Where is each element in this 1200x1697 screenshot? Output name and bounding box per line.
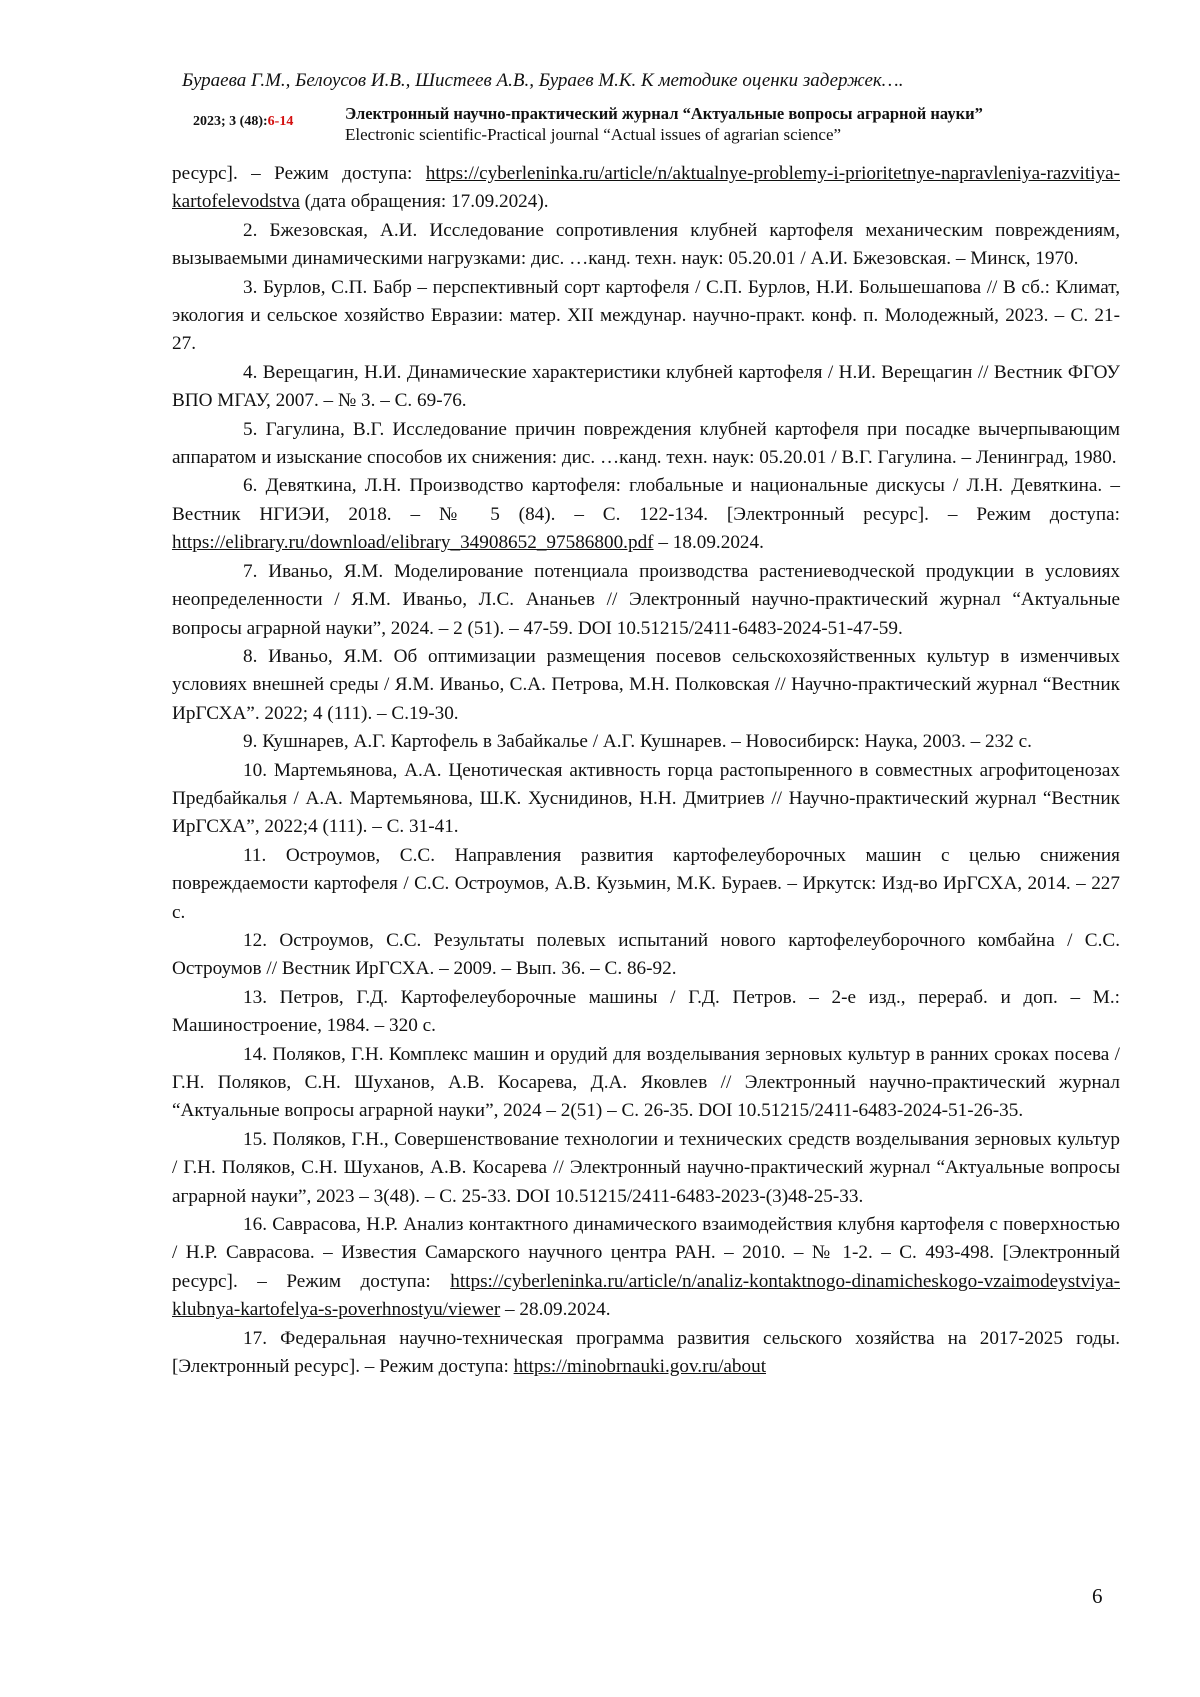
reference-item xyxy=(172,842,1120,927)
reference-item xyxy=(172,1041,1120,1126)
reference-text: 13. Петров, Г.Д. Картофелеуборочные машины / Г.Д. Петров. – 2-е изд., перераб. и доп. – М.: Машиностроение, 1984. – 320 с. xyxy=(172,986,1120,1037)
reference-text: 16. Саврасова, Н.Р. Анализ контактного динамического взаимодействия клубня картофеля с поверхностью / Н.Р. Саврасова. – Известия Самарского научного центра РАН. – 2010. – № 1-2. – С. 493-498. [Электронный ресурс]. – Режим доступа: xyxy=(172,1214,1120,1292)
reference-text: 7. Иваньо, Я.М. Моделирование потенциала производства растениеводческой продукции в условиях неопределенности / Я.М. Иваньо, Л.С. Ананьев // Электронный научно-практический журнал “Актуальные вопросы аграрной науки”, 2024. – 2 (51). – 47-59. DOI 10.51215/2411-6483-2024-51-47-59. xyxy=(172,560,1120,639)
reference-text: 5. Гагулина, В.Г. Исследование причин повреждения клубней картофеля при посадке вычерпывающим аппаратом и изыскание способов их снижения: дис. …канд. техн. наук: 05.20.01 / В.Г. Гагулина. – Ленинград, 1980. xyxy=(172,418,1120,469)
reference-list xyxy=(172,160,1120,1381)
reference-item xyxy=(172,217,1120,274)
reference-item xyxy=(172,643,1120,728)
reference-continuation xyxy=(172,160,1120,217)
reference-text: 4. Верещагин, Н.И. Динамические характеристики клубней картофеля / Н.И. Верещагин // Вестник ФГОУ ВПО МГАУ, 2007. – № 3. – С. 69-76. xyxy=(172,361,1120,412)
reference-text: 12. Остроумов, С.С. Результаты полевых испытаний нового картофелеуборочного комбайна / С.С. Остроумов // Вестник ИрГСХА. – 2009. – Вып. 36. – С. 86-92. xyxy=(172,929,1120,980)
journal-header xyxy=(193,104,1113,150)
journal-title-en: Electronic scientific-Practical journal “Actual issues of agrarian science” xyxy=(345,125,842,144)
reference-item xyxy=(172,1211,1120,1325)
reference-text: ресурс]. – Режим доступа: xyxy=(172,163,426,184)
reference-tail: (дата обращения: 17.09.2024). xyxy=(299,191,549,213)
reference-text: 9. Кушнарев, А.Г. Картофель в Забайкалье / А.Г. Кушнарев. – Новосибирск: Наука, 2003. – 232 с. xyxy=(243,731,1032,753)
reference-item xyxy=(172,984,1120,1041)
reference-text: 14. Поляков, Г.Н. Комплекс машин и орудий для возделывания зерновых культур в ранних сроках посева / Г.Н. Поляков, С.Н. Шуханов, А.В. Косарева, Д.А. Яковлев // Электронный научно-практический журнал “Актуальные вопросы аграрной науки”, 2024 – 2(51) – С. 26-35. DOI 10.51215/2411-6483-2024-51-26-35. xyxy=(172,1043,1120,1122)
running-header-authors: Бураева Г.М., Белоусов И.В., Шистеев А.В., Бураев М.К. К методике оценки задержек…. xyxy=(182,70,904,91)
reference-text: 17. Федеральная научно-техническая программа развития сельского хозяйства на 2017-2025 годы. [Электронный ресурс]. – Режим доступа: xyxy=(172,1327,1120,1378)
reference-item xyxy=(172,927,1120,984)
reference-link[interactable]: https://minobrnauki.gov.ru/about xyxy=(513,1356,767,1378)
reference-text: 11. Остроумов, С.С. Направления развития картофелеуборочных машин с целью снижения повреждаемости картофеля / С.С. Остроумов, А.В. Кузьмин, М.К. Бураев. – Иркутск: Изд-во ИрГСХА, 2014. – 227 с. xyxy=(172,844,1120,923)
reference-item xyxy=(172,416,1120,473)
issue-number: 2023; 3 (48): xyxy=(193,114,268,129)
reference-text: 15. Поляков, Г.Н., Совершенствование технологии и технических средств возделывания зерновых культур / Г.Н. Поляков, С.Н. Шуханов, А.В. Косарева // Электронный научно-практический журнал “Актуальные вопросы аграрной науки”, 2023 – 3(48). – С. 25-33. DOI 10.51215/2411-6483-2023-(3)48-25-33. xyxy=(172,1128,1120,1207)
journal-title-ru: Электронный научно-практический журнал “Актуальные вопросы аграрной науки” xyxy=(345,104,983,123)
references xyxy=(172,217,1120,1382)
reference-tail: – 28.09.2024. xyxy=(500,1299,611,1321)
reference-item xyxy=(172,1126,1120,1211)
reference-link[interactable]: https://elibrary.ru/download/elibrary_34908652_97586800.pdf xyxy=(172,532,654,554)
issue-pages: 6-14 xyxy=(267,114,294,129)
reference-item xyxy=(172,728,1120,756)
reference-link[interactable]: https://cyberleninka.ru/article/n/analiz-kontaktnogo-dinamicheskogo-vzaimodeystviya-klubnya-kartofelya-s-poverhnostyu/viewer xyxy=(172,1270,1120,1321)
reference-item xyxy=(172,472,1120,557)
reference-text: 8. Иваньо, Я.М. Об оптимизации размещения посевов сельскохозяйственных культур в изменчивых условиях внешней среды / Я.М. Иваньо, С.А. Петрова, М.Н. Полковская // Научно-практический журнал “Вестник ИрГСХА”. 2022; 4 (111). – С.19-30. xyxy=(172,645,1120,724)
reference-text: 6. Девяткина, Л.Н. Производство картофеля: глобальные и национальные дискусы / Л.Н. Девяткина. – Вестник НГИЭИ, 2018. – № 5 (84). – С. 122-134. [Электронный ресурс]. – Режим доступа: xyxy=(172,475,1120,525)
page-number: 6 xyxy=(1092,1584,1103,1608)
reference-text: 3. Бурлов, С.П. Бабр – перспективный сорт картофеля / С.П. Бурлов, Н.И. Большешапова // В сб.: Климат, экология и сельское хозяйство Евразии: матер. XII междунар. научно-практ. конф. п. Молодежный, 2023. – С. 21-27. xyxy=(172,276,1120,355)
reference-text: 10. Мартемьянова, А.А. Ценотическая активность горца растопыренного в совместных агрофитоценозах Предбайкалья / А.А. Мартемьянова, Ш.К. Хуснидинов, Н.Н. Дмитриев // Научно-практический журнал “Вестник ИрГСХА”, 2022;4 (111). – С. 31-41. xyxy=(172,759,1120,838)
issue-info xyxy=(193,114,293,130)
reference-item xyxy=(172,1325,1120,1382)
reference-item xyxy=(172,757,1120,842)
reference-item xyxy=(172,274,1120,359)
reference-tail: – 18.09.2024. xyxy=(653,532,764,554)
reference-text: 2. Бжезовская, А.И. Исследование сопротивления клубней картофеля механическим повреждениям, вызываемыми динамическими нагрузками: дис. …канд. техн. наук: 05.20.01 / А.И. Бжезовская. – Минск, 1970. xyxy=(172,219,1120,270)
reference-item xyxy=(172,558,1120,643)
reference-item xyxy=(172,359,1120,416)
reference-link[interactable]: https://cyberleninka.ru/article/n/aktualnye-problemy-i-prioritetnye-napravleniya-razvitiya-kartofelevodstva xyxy=(172,163,1120,213)
